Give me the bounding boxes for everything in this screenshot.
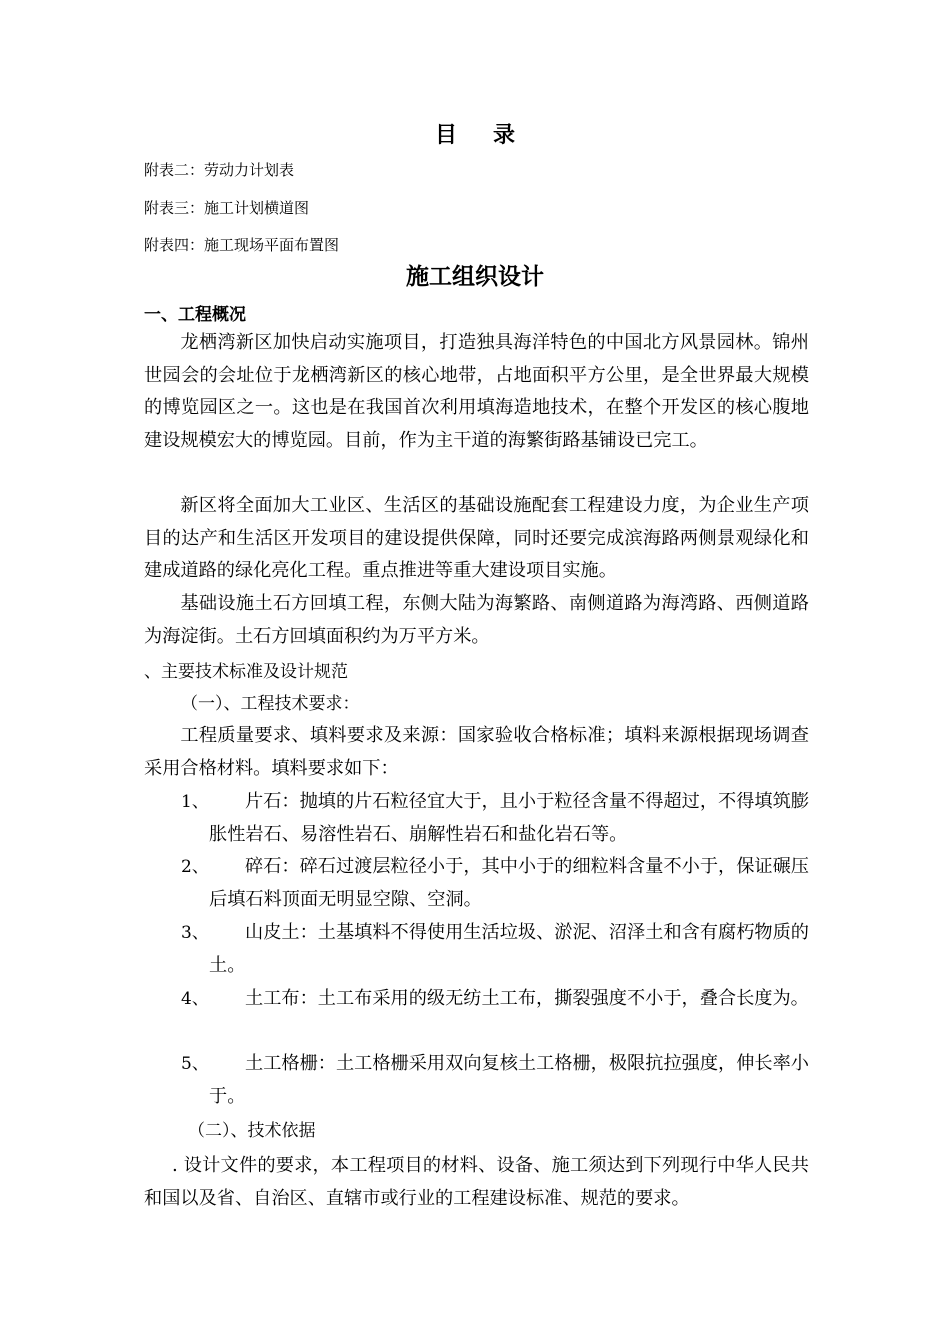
- list-text: 土工布：土工布采用的级无纺土工布，撕裂强度不小于，叠合长度为。: [245, 988, 809, 1009]
- paragraph: 基础设施土石方回填工程，东侧大陆为海繁路、南侧道路为海湾路、西侧道路为海淀街。土石方回填面积约为万平方米。: [144, 593, 809, 647]
- paragraph: 工程质量要求、填料要求及来源：国家验收合格标准；填料来源根据现场调查采用合格材料。填料要求如下：: [144, 725, 809, 779]
- paragraph: [144, 1150, 809, 1215]
- subsection-heading: （二）、技术依据: [188, 1121, 316, 1141]
- paragraph-text: . 设计文件的要求，本工程项目的材料、设备、施工须达到下列现行中华人民共和国以及省、自治区、直辖市或行业的工程建设标准、规范的要求。: [144, 1155, 809, 1209]
- list-text: 土工格栅：土工格栅采用双向复核土工格栅，极限抗拉强度，伸长率小于。: [209, 1053, 809, 1107]
- list-text: 碎石：碎石过渡层粒径小于，其中小于的细粒料含量不小于，保证碾压后填石料顶面无明显空隙、空洞。: [209, 856, 809, 910]
- list-number: 3、: [181, 923, 209, 943]
- section-heading: 、主要技术标准及设计规范: [144, 662, 348, 682]
- toc-item: 附表四：施工现场平面布置图: [144, 236, 340, 254]
- list-number: 2、: [181, 857, 209, 877]
- list-number: 1、: [181, 792, 209, 812]
- paragraph: 龙栖湾新区加快启动实施项目，打造独具海洋特色的中国北方风景园林。锦州世园会的会址位于龙栖湾新区的核心地带，占地面积平方公里，是全世界最大规模的博览园区之一。这也是在我国首次利用填海造地技术，在整个开发区的核心腹地建设规模宏大的博览园。目前，作为主干道的海繁街路基铺设已完工。: [144, 332, 809, 451]
- toc-item: 附表二：劳动力计划表: [144, 161, 295, 179]
- list-text: 山皮土：土基填料不得使用生活垃圾、淤泥、沼泽土和含有腐朽物质的土。: [209, 922, 809, 976]
- toc-item: 附表三：施工计划横道图: [144, 199, 310, 217]
- document-title: 施工组织设计: [406, 264, 544, 290]
- subsection-heading: （一）、工程技术要求：: [181, 694, 360, 714]
- list-text: 片石：抛填的片石粒径宜大于，且小于粒径含量不得超过，不得填筑膨胀性岩石、易溶性岩石、崩解性岩石和盐化岩石等。: [209, 791, 809, 845]
- toc-title: 目录: [434, 123, 551, 148]
- list-number: 5、: [181, 1054, 209, 1074]
- paragraph: 新区将全面加大工业区、生活区的基础设施配套工程建设力度，为企业生产项目的达产和生活区开发项目的建设提供保障，同时还要完成滨海路两侧景观绿化和建成道路的绿化亮化工程。重点推进等重大建设项目实施。: [144, 495, 809, 581]
- list-number: 4、: [181, 989, 209, 1009]
- section-heading: 一、工程概况: [144, 305, 246, 325]
